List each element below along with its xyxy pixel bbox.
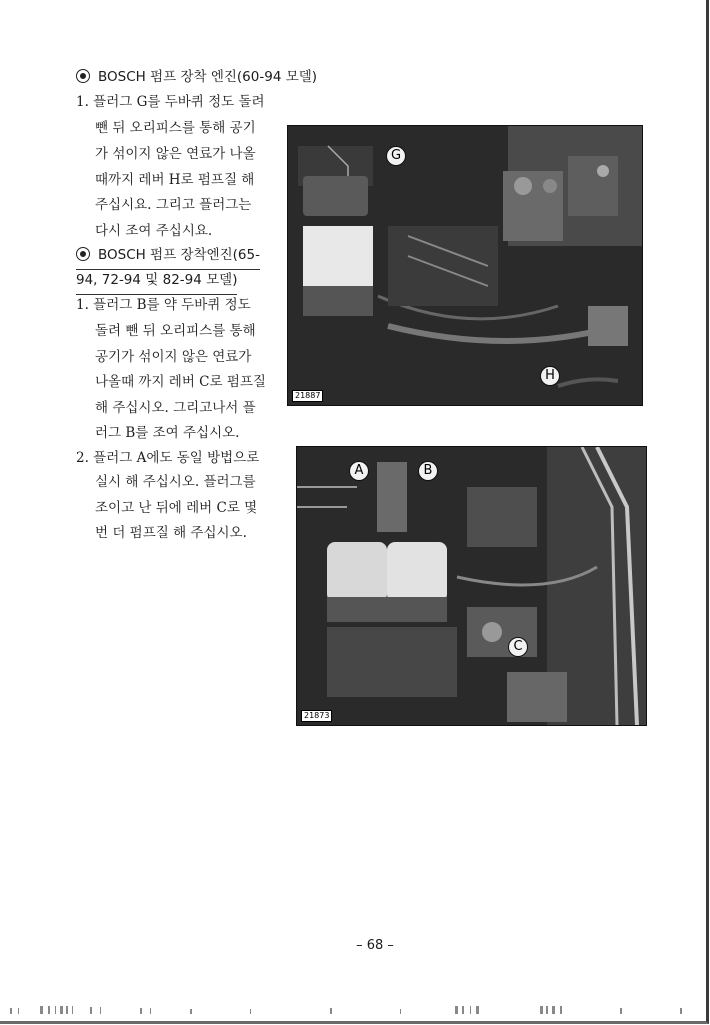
text-line: 나올때 까지 레버 C로 펌프질 (95, 374, 266, 390)
scan-artifact (0, 1004, 706, 1018)
callout-a: A (349, 461, 369, 481)
text-line: 다시 조여 주십시요. (95, 223, 213, 239)
engine-photo-1 (287, 125, 643, 406)
text-line: 러그 B를 조여 주십시오. (95, 425, 240, 441)
section-heading-2-cont: 94, 72-94 및 82-94 모델) (76, 268, 237, 295)
text-line: 돌려 뺀 뒤 오리피스를 통해 (95, 323, 256, 339)
callout-h: H (540, 366, 560, 386)
figure-number: 21887 (292, 390, 323, 402)
text-line: 공기가 섞이지 않은 연료가 (95, 349, 252, 365)
figure-number: 21873 (301, 710, 332, 722)
text-line: 1. 플러그 G를 두바퀴 정도 돌려 (76, 94, 265, 110)
engine-photo-2 (296, 446, 647, 726)
text-line: 가 섞이지 않은 연료가 나올 (95, 146, 256, 162)
engine-illustration-2 (297, 447, 646, 725)
bullet-circle-icon (76, 69, 90, 83)
text-line: 뺀 뒤 오리피스를 통해 공기 (95, 120, 256, 136)
text-line: 번 더 펌프질 해 주십시오. (95, 525, 247, 541)
bullet-circle-icon (76, 247, 90, 261)
text-line: 때까지 레버 H로 펌프질 해 (95, 172, 255, 188)
page-number: – 68 – (356, 938, 394, 953)
text-line: 주십시요. 그리고 플러그는 (95, 197, 252, 213)
section-heading-2: BOSCH 펌프 장착엔진(65- (76, 243, 260, 270)
callout-c: C (508, 637, 528, 657)
engine-illustration-1 (288, 126, 642, 405)
text-line: 실시 해 주십시오. 플러그를 (95, 474, 256, 490)
text-line: 2. 플러그 A에도 동일 방법으로 (76, 450, 260, 466)
callout-b: B (418, 461, 438, 481)
callout-g: G (386, 146, 406, 166)
text-line: 조이고 난 뒤에 레버 C로 몇 (95, 500, 258, 516)
text-line: 1. 플러그 B를 약 두바퀴 정도 (76, 297, 251, 313)
section-heading-1: BOSCH 펌프 장착 엔진(60-94 모델) (76, 65, 317, 91)
text-line: 해 주십시오. 그리고나서 플 (95, 400, 256, 416)
